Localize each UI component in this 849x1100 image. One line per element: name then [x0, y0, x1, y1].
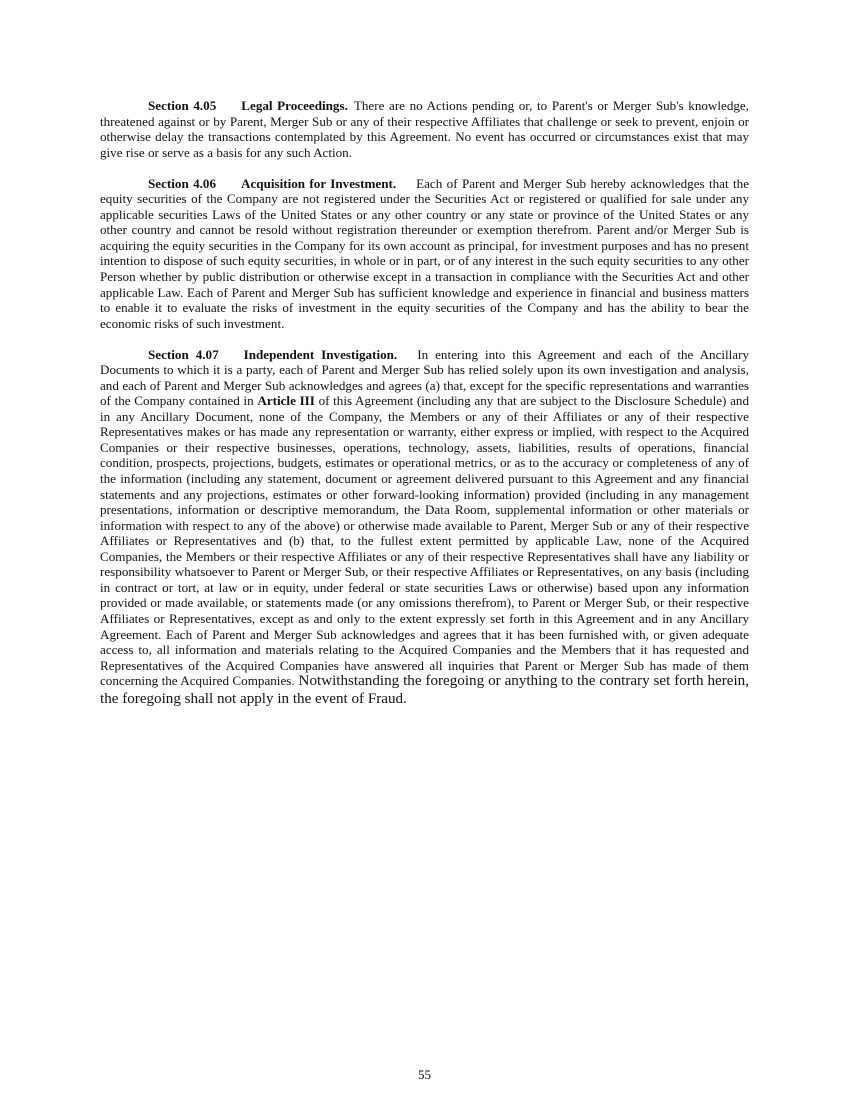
section-body-part-c: Notwithstanding the foregoing or anything to the contrary set forth herein, the foregoing shall not apply in the event of Fraud.: [100, 673, 749, 707]
section-body-part-a: In entering into this Agreement and each of the Ancillary Documents to which it is a party, each of Parent and Merger Sub has relied solely upon its own investigation and analysis, and each of Parent and Merger Sub acknowledges and agrees (a) that, except for the specific representations and warranties of the Company contained in: [100, 346, 750, 409]
section-4-07: [100, 347, 749, 708]
section-number: Section 4.05: [148, 98, 217, 113]
section-title: Independent Investigation.: [243, 346, 398, 362]
section-body: There are no Actions pending or, to Parent's or Merger Sub's knowledge, threatened against or by Parent, Merger Sub or any of their respective Affiliates that challenge or seek to prevent, enjoin or otherwise delay the transactions contemplated by this Agreement. No event has occurred or circumstances exist that may give rise or serve as a basis for any such Action.: [100, 98, 749, 160]
section-body-part-b: of this Agreement (including any that are subject to the Disclosure Schedule) and in any Ancillary Document, none of the Company, the Members or any of their Affiliates or any of their respective Representatives makes or has made any representation or warranty, either express or implied, with respect to the Acquired Companies or their respective businesses, operations, technology, assets, liabilities, results of operations, financial condition, prospects, projections, budgets, estimates or operational metrics, or as to the accuracy or completeness of any of the information (including any statement, document or agreement delivered pursuant to this Agreement and any financial statements and any projections, estimates or other forward-looking information) provided (including in any management presentations, information or descriptive memorandum, the Data Room, supplemental information or other materials or information with respect to any of the above) or otherwise made available to Parent, Merger Sub or any of their respective Affiliates or Representatives and (b) that, to the fullest extent permitted by applicable Law, none of the Acquired Companies, the Members or their respective Affiliates or any of their respective Representatives shall have any liability or responsibility whatsoever to Parent or Merger Sub, or their respective Affiliates or Representatives, on any basis (including in contract or tort, at law or in equity, under federal or state securities Laws or otherwise) based upon any information provided or made available, or statements made (or any omissions therefrom), to Parent or Merger Sub, or their respective Affiliates or Representatives, except as and only to the extent expressly set forth in this Agreement and in any Ancillary Agreement. Each of Parent and Merger Sub acknowledges and agrees that it has been furnished with, or given adequate access to, all information and materials relating to the Acquired Companies and the Members that it has requested and Representatives of the Acquired Companies have answered all inquiries that Parent or Merger Sub has made of them concerning the Acquired Companies.: [100, 393, 749, 689]
page-number: 55: [417, 1067, 432, 1082]
document-page: [100, 98, 749, 724]
section-4-06: [100, 176, 749, 331]
section-number: Section 4.07: [148, 346, 219, 362]
section-4-05: [100, 98, 749, 160]
section-body: Each of Parent and Merger Sub hereby acknowledges that the equity securities of the Company are not registered under the Securities Act or registered or qualified for sale under any applicable securities Laws of the United States or any other country or any state or province of the United States or any other country and cannot be resold without registration thereunder or exemption therefrom. Parent and/or Merger Sub is acquiring the equity securities in the Company for its own account as principal, for investment purposes and has no present intention to dispose of such equity securities, in whole or in part, or of any interest in the such equity securities to any other Person whether by public distribution or otherwise except in a transaction in compliance with the Securities Act and other applicable Law. Each of Parent and Merger Sub has sufficient knowledge and experience in financial and business matters to enable it to evaluate the risks of investment in the equity securities of the Company and has the ability to bear the economic risks of such investment.: [100, 175, 750, 331]
section-number: Section 4.06: [148, 175, 217, 191]
article-reference: Article III: [257, 393, 315, 409]
section-title: Acquisition for Investment.: [241, 175, 397, 191]
section-title: Legal Proceedings.: [241, 98, 348, 113]
